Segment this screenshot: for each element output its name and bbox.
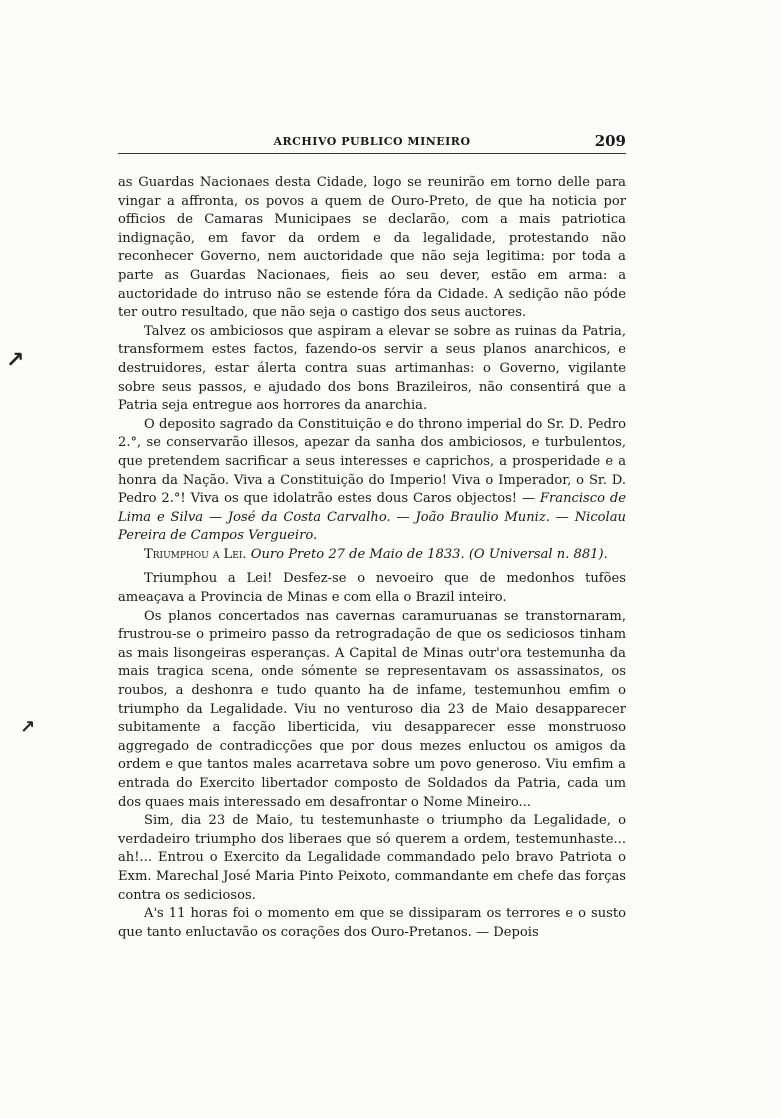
page-number: 209 [594,132,626,150]
paragraph: Talvez os ambiciosos que aspiram a elevar se sobre as ruinas da Patria, transformem estes factos, fazendo-os servir a seus planos anarchicos, e destruidores, estar álerta contra suas artimanhas: o Governo, vigilante sobre seus passos, e ajudado dos bons Brazileiros, não consentirá que a Patria seja entregue aos horrores da anarchia. [118,323,626,414]
section-source: Ouro Preto 27 de Maio de 1833. (O Universal n. 881). [250,546,608,562]
margin-mark-icon: ↗ [20,717,36,738]
paragraph [118,416,626,546]
paragraph-text: O deposito sagrado da Constituição e do throno imperial do Sr. D. Pedro 2.°, se conservarão illesos, apezar da sanha dos ambiciosos, e turbulentos, que pretendem sacrificar a seus interesses e caprichos, a prosperidade e a honra da Nação. Viva a Constituição do Imperio! Viva o Imperador, o Sr. D. Pedro 2.°! Viva os que idolatrão estes dous Caros objectos! [118,416,626,507]
header-title: ARCHIVO PUBLICO MINEIRO [273,135,471,148]
paragraph: A's 11 horas foi o momento em que se dissiparam os terrores e o susto que tanto enluctavão os corações dos Ouro-Pretanos. — Depois [118,906,626,940]
paragraph: as Guardas Nacionaes desta Cidade, logo se reunirão em torno delle para vingar a affronta, os povos a quem de Ouro-Preto, de que ha noticia por officios de Camaras Municipaes se declarão, com a mais patriotica indignação, em favor da ordem e da legalidade, protestando não reconhecer Governo, nem auctoridade que não seja legitima: por toda a parte as Guardas Nacionaes, fieis ao seu dever, estão em arma: a auctoridade do intruso não se estende fóra da Cidade. A sedição não póde ter outro resultado, que não seja o castigo dos seus auctores. [118,175,626,321]
margin-mark-icon: ↗ [6,348,25,373]
paragraph: Sim, dia 23 de Maio, tu testemunhaste o triumpho da Legalidade, o verdadeiro triumpho dos liberaes que só querem a ordem, testemunhaste... ah!... Entrou o Exercito da Legalidade commandado pelo bravo Patriota o Exm. Marechal José Maria Pinto Peixoto, commandante em chefe das forças contra os sediciosos. [118,813,626,903]
page-body [118,174,626,942]
paragraph: Os planos concertados nas cavernas caramuruanas se transtornaram, frustrou-se o primeiro passo da retrogradação de que os sediciosos tinham as mais lisongeiras esperanças. A Capital de Minas outr'ora testemunha da mais tragica scena, onde sómente se representavam os assassinatos, os roubos, a deshonra e tudo quanto ha de infame, testemunhou emfim o triumpho da Legalidade. Viu no venturoso dia 23 de Maio desapparecer subitamente a facção liberticida, viu desapparecer esse monstruoso aggregado de contradicções que por dous mezes enluctou os amigos da ordem e que tantos males acarretava sobre um povo generoso. Viu emfim a entrada do Exercito libertador composto de Soldados da Patria, cada um dos quaes mais interessado em desafrontar o Nome Mineiro... [118,608,626,810]
section-label: Triumphou a Lei. [144,546,247,562]
section-heading [118,546,626,565]
paragraph: Triumphou a Lei! Desfez-se o nevoeiro que de medonhos tufões ameaçava a Provincia de Minas e com ella o Brazil inteiro. [118,571,626,606]
signatures: — Francisco de Lima e Silva — José da Costa Carvalho. — João Braulio Muniz. — Nicolau Pereira de Campos Vergueiro. [118,491,626,544]
running-header [118,131,626,154]
